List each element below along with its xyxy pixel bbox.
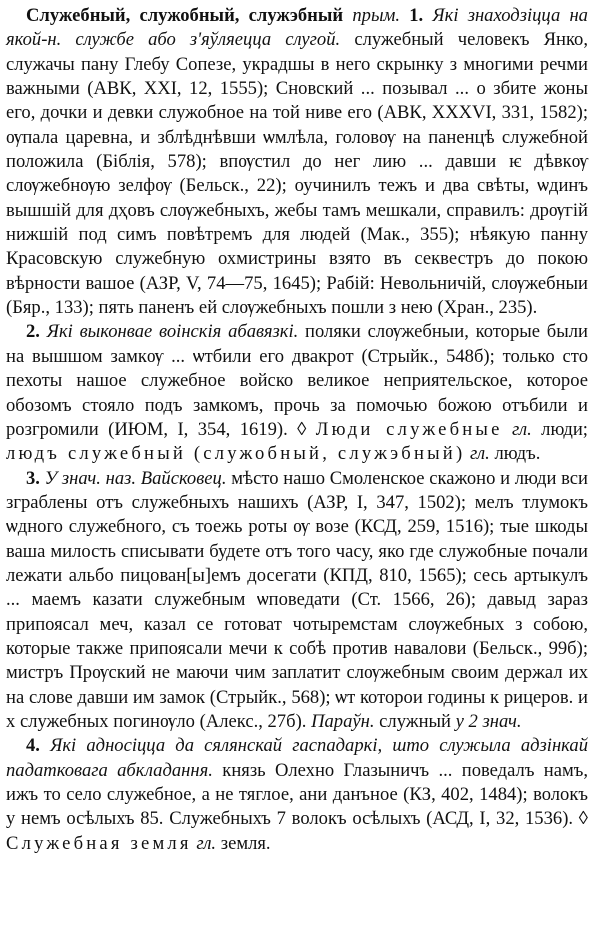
sense-3-paragraph	[6, 467, 588, 735]
parallel-label: Параўн.	[311, 710, 375, 732]
entry-headword: Служебный, служобный, служэбный	[26, 5, 344, 26]
sense-definition: Які знаходзіцца на якой-н. службе або з'яўляецца слугой.	[6, 5, 588, 51]
sense-number: 1.	[409, 5, 424, 26]
sense-citations: поляки слѹжебныи, которые были на вышшом замкѹ ... ѡтбили его двакрот (Стрыйк., 548б); только сто пехоты нашое служебное войско великое неприятельское, которое обозомъ стояло подъ замкомъ, прочь за помочью божою отъбили и розгромили (ИЮМ, I, 354, 1619).	[6, 321, 588, 440]
idiom-phrase: людъ служебный (служобный, служэбный)	[6, 443, 466, 465]
sense-4-paragraph	[6, 734, 588, 856]
sense-citations: служебный человекъ Янко, служачы пану Глебу Сопезе, украдшы в него скрынку з многими речми важными (АВК, XXI, 12, 1555); Сновский ... позывал ... о збите жоны его, дочки и девки служобное на той ниве его (АВК, XXXVI, 331, 1582); ѹпала царевна, и зблѣднѣвши ѡмлѣла, головѹ на паненцѣ служебной положила (Біблія, 578); впѹстил до нег лию ... давши ѥ дѣвкѹ слѹжебнѹю зелфѹ (Бельск., 22); оучинилъ тежъ и два свѣты, ѡдинъ вышшій для дҳовъ слѹжебныхъ, жебы тамъ мешкали, справилъ: дрѹгій нижшій под симъ повѣтремъ для людей (Мак., 355); нѣякую панну Красовскую служебную охмистрины взято въ секвестръ до покою вѣрности вашое (АЗР, V, 74—75, 1645); Рабій: Невольничій, слѹжебныи (Бяр., 133); пять паненъ ей слѹжебныхъ пошли з нею (Хран., 235).	[6, 29, 588, 319]
sense-2-paragraph	[6, 320, 588, 466]
cross-ref-word: люди;	[541, 418, 588, 440]
sense-1-paragraph	[6, 4, 588, 320]
sense-definition: Які выконвае воінскія абавязкі.	[46, 321, 299, 343]
idiom-phrase: Служебная земля	[6, 832, 192, 854]
cross-ref-label: гл.	[511, 418, 532, 440]
parallel-sense: у 2 знач.	[455, 710, 522, 732]
cross-ref-word: земля.	[220, 832, 271, 854]
sense-citations: князь Олехно Глазыничъ ... поведалъ намъ, ижъ то село служебное, а не тяглое, ани данъное (КЗ, 402, 1484); волокъ у немъ осѣлыхъ 85. Служебныхъ 7 волокъ осѣлыхъ (АСД, I, 32, 1536).	[6, 759, 589, 830]
cross-ref-label: гл.	[470, 443, 490, 465]
sense-number: 2.	[26, 321, 40, 343]
part-of-speech: прым.	[352, 5, 401, 26]
cross-ref-label: гл.	[196, 832, 217, 854]
parallel-word: служный	[379, 710, 451, 732]
sense-definition: Які адносіцца да сялянскай гаспадаркі, што служыла адзінкай падатковага абкладання.	[6, 735, 589, 781]
idiom-marker: ◊	[297, 418, 307, 440]
sense-number: 3.	[26, 467, 40, 489]
sense-citations: мѣсто нашо Смоленское скажоно и люди вси зграблены отъ служебныхъ нашихъ (АЗР, I, 347, 1502); мелъ тлумокъ ѡдного служебного, съ тоежь роты ѹ возе (КСД, 259, 1516); тые шкоды ваша милость списывати будете отъ того часу, яко где служобные почали лежати альбо пицован[ы]емъ досегати (КПД, 810, 1565); сесь артыкулъ ... маемъ казати служебным ѡповедати (Ст. 1566, 26); давыд зараз припоясал меч, казал се готоват чотыремстам слѹжебных з собою, которые также припоясали мечи к собѣ против навалови (Бельск., 99б); мистръ Прѹский не маючи чим заплатит слѹжебным своим держал их на слове давши им замок (Стрыйк., 568); ѡт которои годины к рицеров. и х служебных погинѹло (Алекс., 27б).	[6, 467, 588, 732]
cross-ref-word: людъ.	[494, 443, 541, 465]
sense-definition: У знач. наз. Вайсковец.	[44, 467, 227, 489]
idiom-marker: ◊	[578, 808, 588, 830]
sense-number: 4.	[26, 735, 40, 757]
idiom-phrase: Люди служебные	[315, 418, 503, 440]
